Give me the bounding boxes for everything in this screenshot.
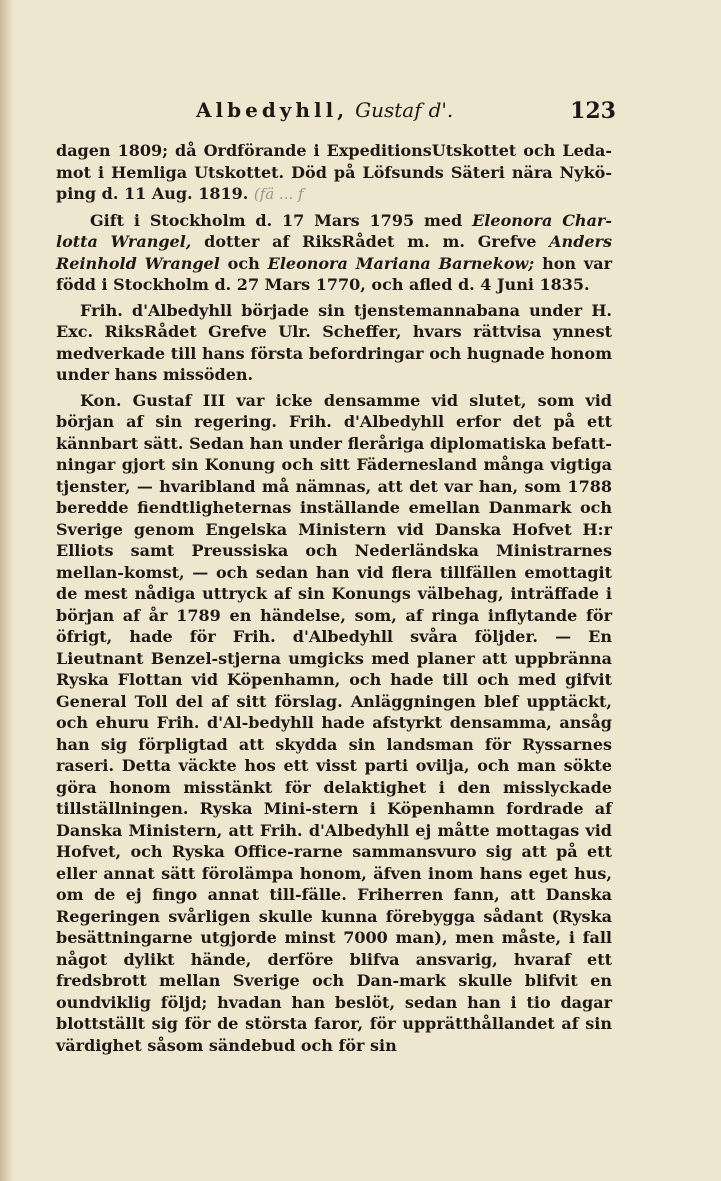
paragraph-4: Kon. Gustaf III var icke densamme vid slutet, som vid början af sin regering. Frih. d'Albedyhll erfor det på ett kännbart sätt. Sedan han under fleråriga diplomatiska befatt-ningar gjort sin Konung och sitt Fädernesland många vigtiga tjenster, — hvaribland må nämnas, att det var han, som 1788 beredde fiendtligheternas inställande emellan Danmark och Sverige genom Engelska Ministern vid Danska Hofvet H:r Elliots samt Preussiska och Nederländska Ministrarnes mellan-komst, — och sedan han vid flera tillfällen emottagit de mest nådiga uttryck af sin Konungs välbehag, inträffade i början af år 1789 en händelse, som, af ringa inflytande för öfrigt, hade för Frih. d'Albedyhll svåra följder. — En Lieutnant Benzel-stjerna umgicks med planer att uppbränna Ryska Flottan vid Köpenhamn, och hade till och med gifvit General Toll del af sitt förslag. Anläggningen blef upptäckt, och ehuru Frih. d'Al-bedyhll hade afstyrkt densamma, ansåg han sig förpligtad att skydda sin landsman för Ryssarnes raseri. Detta väckte hos ett visst parti ovilja, och man sökte göra honom misstänkt för delaktighet i den misslyckade tillställningen. Ryska Mini-stern i Köpenhamn fordrade af Danska Ministern, att Frih. d'Albedyhll ej måtte mottagas vid Hofvet, och Ryska Office-rarne sammansvuro sig att på ett eller annat sätt förolämpa honom, äfven inom hans eget hus, om de ej fingo annat till-fälle. Friherren fann, att Danska Regeringen svårligen skulle kunna förebygga sådant (Ryska besättningarne utgjorde minst 7000 man), men måste, i fall något dylikt hände, derföre blifva ansvarig, hvaraf ett fredsbrott mellan Sverige och Dan-mark skulle blifvit en oundviklig följd; hvadan han beslöt, sedan han i tio dagar blottställt sig för de största faror, för upprätthållandet af sin värdighet såsom sändebud och för sin bbox=[56, 390, 612, 1055]
header-given-name: Gustaf bbox=[355, 98, 422, 122]
name-eleonora-mariana-barnekow: Eleonora Mariana Barnekow; bbox=[267, 253, 535, 273]
pencil-annotation: (fä ... f bbox=[253, 185, 304, 203]
paragraph-1 bbox=[56, 140, 612, 206]
paragraph-2-text-c: och bbox=[219, 253, 268, 273]
paragraph-1-text: dagen 1809; då Ordförande i ExpeditionsUtskottet och Leda-mot i Hemliga Utskottet. Död på Löfsunds Säteri nära Nykö-ping d. 11 Aug. 1819. bbox=[56, 141, 612, 203]
paragraph-2-text-b: dotter af RiksRådet m. m. Grefve bbox=[191, 232, 550, 251]
paragraph-2 bbox=[56, 210, 612, 296]
header-name: Albedyhll, bbox=[196, 98, 349, 122]
header-suffix: d'. bbox=[428, 98, 454, 122]
paragraph-2-text-d: hon var född i Stockholm d. 27 Mars 1770, och afled d. 4 Juni 1835. bbox=[56, 253, 612, 294]
page-edge bbox=[0, 0, 14, 1181]
name-anders-reinhold-wrangel: Anders Reinhold Wrangel bbox=[56, 232, 612, 273]
paragraph-3: Frih. d'Albedyhll började sin tjenstemannabana under H. Exc. RiksRådet Grefve Ulr. Scheffer, hvars rättvisa ynnest medverkade till hans första befordringar och hugnade honom under hans missöden. bbox=[56, 300, 612, 384]
body-text bbox=[56, 140, 612, 1060]
page-number: 123 bbox=[570, 98, 616, 124]
running-header bbox=[196, 98, 616, 128]
name-eleonora-charlotta-wrangel: Eleonora Char-lotta Wrangel, bbox=[56, 210, 613, 251]
paragraph-2-text-a: Gift i Stockholm d. 17 Mars 1795 med bbox=[90, 210, 473, 230]
